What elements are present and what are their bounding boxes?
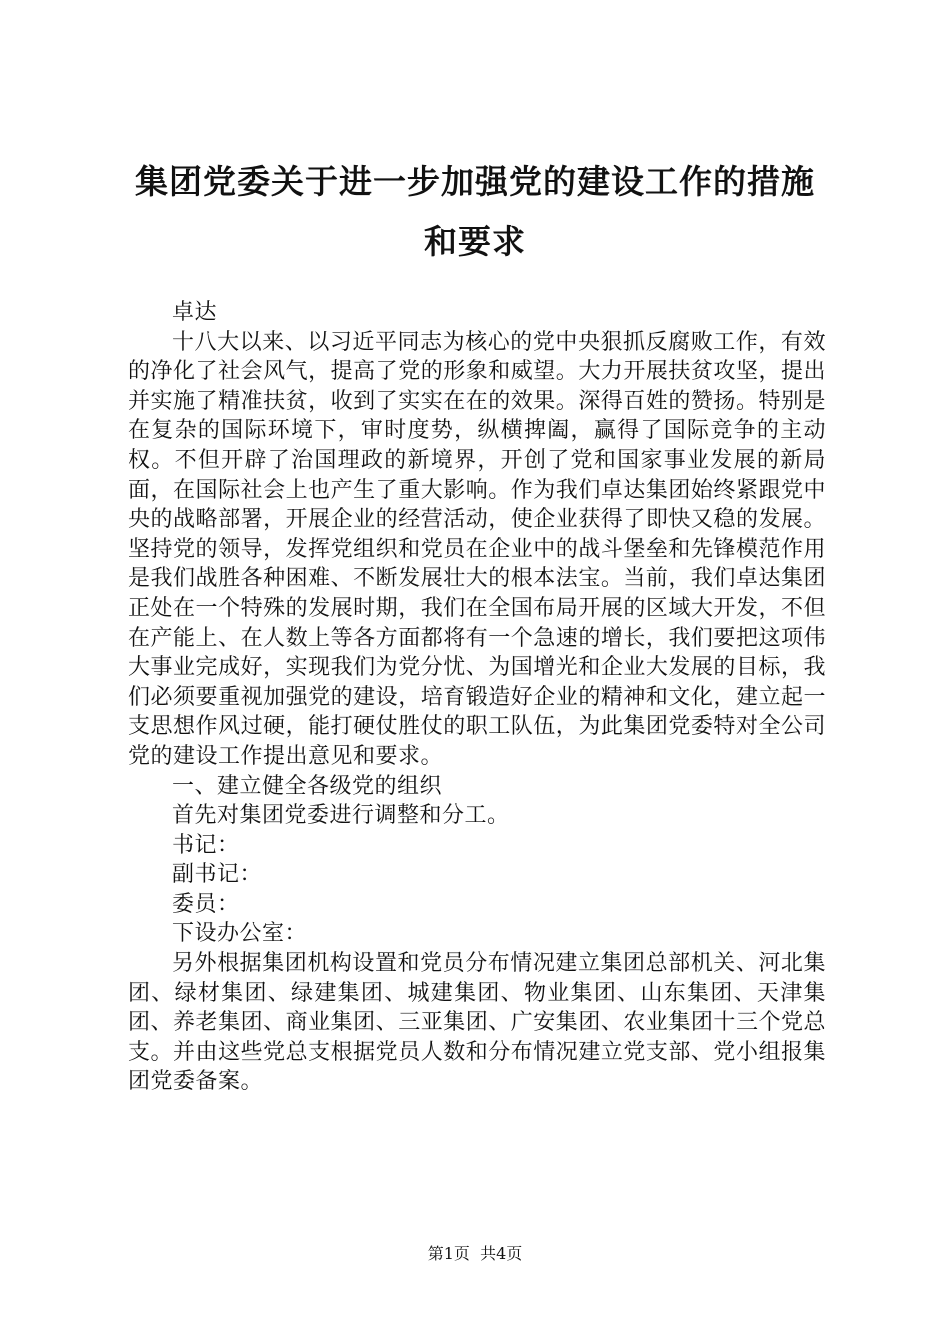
document-title-line-2: 和要求 — [424, 222, 526, 261]
document-body — [128, 298, 826, 1097]
field-office: 下设办公室： — [172, 921, 308, 947]
paragraph-intro: 十八大以来、以习近平同志为核心的党中央狠抓反腐败工作，有效的净化了社会风气，提高了党的形象和威望。大力开展扶贫攻坚，提出并实施了精准扶贫，收到了实实在在的效果。深得百姓的赞扬。特别是在复杂的国际环境下，审时度势，纵横捭阖，赢得了国际竞争的主动权。不但开辟了治国理政的新境界，开创了党和国家事业发展的新局面，在国际社会上也产生了重大影响。作为我们卓达集团始终紧跟党中央的战略部署，开展企业的经营活动，使企业获得了即快又稳的发展。坚持党的领导，发挥党组织和党员在企业中的战斗堡垒和先锋模范作用是我们战胜各种困难、不断发展壮大的根本法宝。当前，我们卓达集团正处在一个特殊的发展时期，我们在全国布局开展的区域大开发，不但在产能上、在人数上等各方面都将有一个急速的增长，我们要把这项伟大事业完成好，实现我们为党分忧、为国增光和企业大发展的目标，我们必须要重视加强党的建设，培育锻造好企业的精神和文化，建立起一支思想作风过硬，能打硬仗胜仗的职工队伍，为此集团党委特对全公司党的建设工作提出意见和要求。 — [128, 329, 826, 769]
field-deputy-secretary: 副书记： — [172, 862, 263, 888]
paragraph-addressee: 卓达 — [172, 300, 218, 325]
page-number-label: 第1页 共4页 — [427, 1244, 523, 1263]
paragraph-branches: 另外根据集团机构设置和党员分布情况建立集团总部机关、河北集团、绿材集团、绿建集团、城建集团、物业集团、山东集团、天津集团、养老集团、商业集团、三亚集团、广安集团、农业集团十三个党总支。并由这些党总支根据党员人数和分布情况建立党支部、党小组报集团党委备案。 — [128, 951, 826, 1095]
field-members: 委员： — [172, 891, 240, 917]
field-secretary: 书记： — [172, 832, 240, 858]
page-footer — [0, 1244, 950, 1264]
document-title-line-1: 集团党委关于进一步加强党的建设工作的措施 — [135, 162, 815, 201]
paragraph-adjustment: 首先对集团党委进行调整和分工。 — [172, 803, 510, 829]
section-heading-1: 一、建立健全各级党的组织 — [172, 773, 443, 799]
